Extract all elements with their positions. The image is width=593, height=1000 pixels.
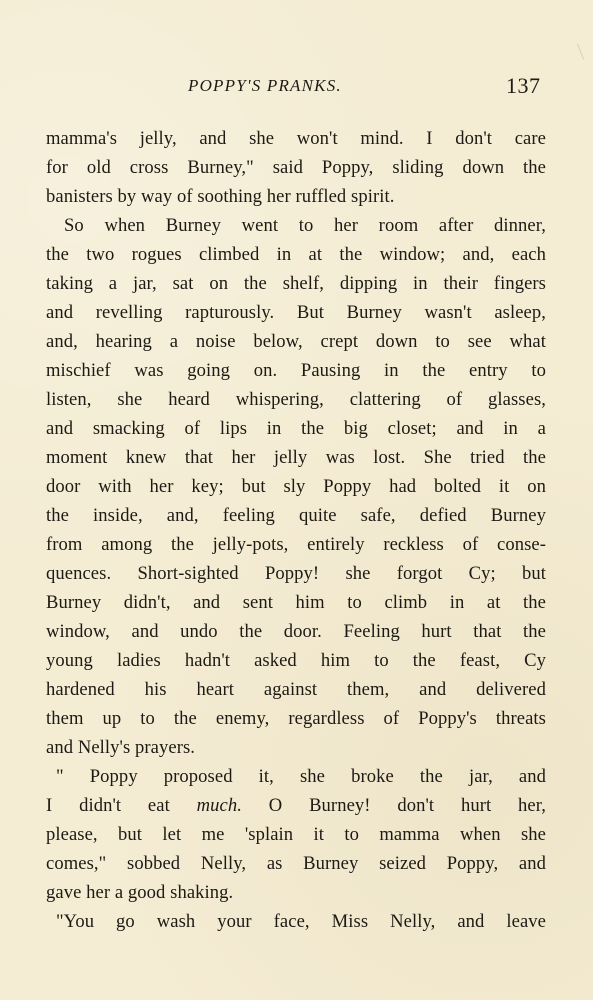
text-line: hardened his heart against them, and delivered (46, 679, 546, 700)
margin-mark (577, 43, 584, 59)
text-line: window, and undo the door. Feeling hurt that the (46, 621, 546, 642)
text-line: taking a jar, sat on the shelf, dipping in their fingers (46, 273, 546, 294)
text-line: quences. Short-sighted Poppy! she forgot Cy; but (46, 563, 546, 584)
text-fragment: O Burney! don't hurt her, (241, 795, 547, 816)
text-line: please, but let me 'splain it to mamma when she (46, 824, 546, 845)
text-line: and, hearing a noise below, crept down to see what (46, 331, 546, 352)
text-line: listen, she heard whispering, clattering of glasses, (46, 389, 546, 410)
body-text (46, 124, 546, 936)
text-line: gave her a good shaking. (46, 882, 234, 903)
text-line: comes," sobbed Nelly, as Burney seized Poppy, and (46, 853, 546, 874)
text-line: and revelling rapturously. But Burney wasn't asleep, (46, 302, 546, 323)
text-line: and Nelly's prayers. (46, 737, 196, 758)
text-line: young ladies hadn't asked him to the feast, Cy (46, 650, 546, 671)
text-line: moment knew that her jelly was lost. She tried the (46, 447, 546, 468)
text-line: them up to the enemy, regardless of Poppy's threats (46, 708, 546, 729)
text-fragment: I didn't eat (46, 795, 197, 816)
page-header (0, 73, 593, 104)
text-line: banisters by way of soothing her ruffled spirit. (46, 186, 395, 207)
text-line: from among the jelly-pots, entirely reckless of conse- (46, 534, 546, 555)
text-line: mischief was going on. Pausing in the entry to (46, 360, 546, 381)
italic-fragment: much. (196, 795, 242, 816)
text-line: the two rogues climbed in at the window; and, each (46, 244, 546, 265)
text-line: the inside, and, feeling quite safe, defied Burney (46, 505, 546, 526)
running-head: POPPY'S PRANKS. (188, 76, 342, 95)
text-line: Burney didn't, and sent him to climb in at the (46, 592, 546, 613)
text-line (46, 791, 546, 820)
text-line: " Poppy proposed it, she broke the jar, and (56, 766, 546, 787)
text-line: door with her key; but sly Poppy had bolted it on (46, 476, 546, 497)
text-line: for old cross Burney," said Poppy, sliding down the (46, 157, 546, 178)
text-line: and smacking of lips in the big closet; and in a (46, 418, 546, 439)
text-line: mamma's jelly, and she won't mind. I don't care (46, 128, 546, 149)
page-number: 137 (506, 73, 541, 98)
text-line: So when Burney went to her room after dinner, (64, 215, 546, 236)
text-line: "You go wash your face, Miss Nelly, and leave (56, 911, 546, 932)
